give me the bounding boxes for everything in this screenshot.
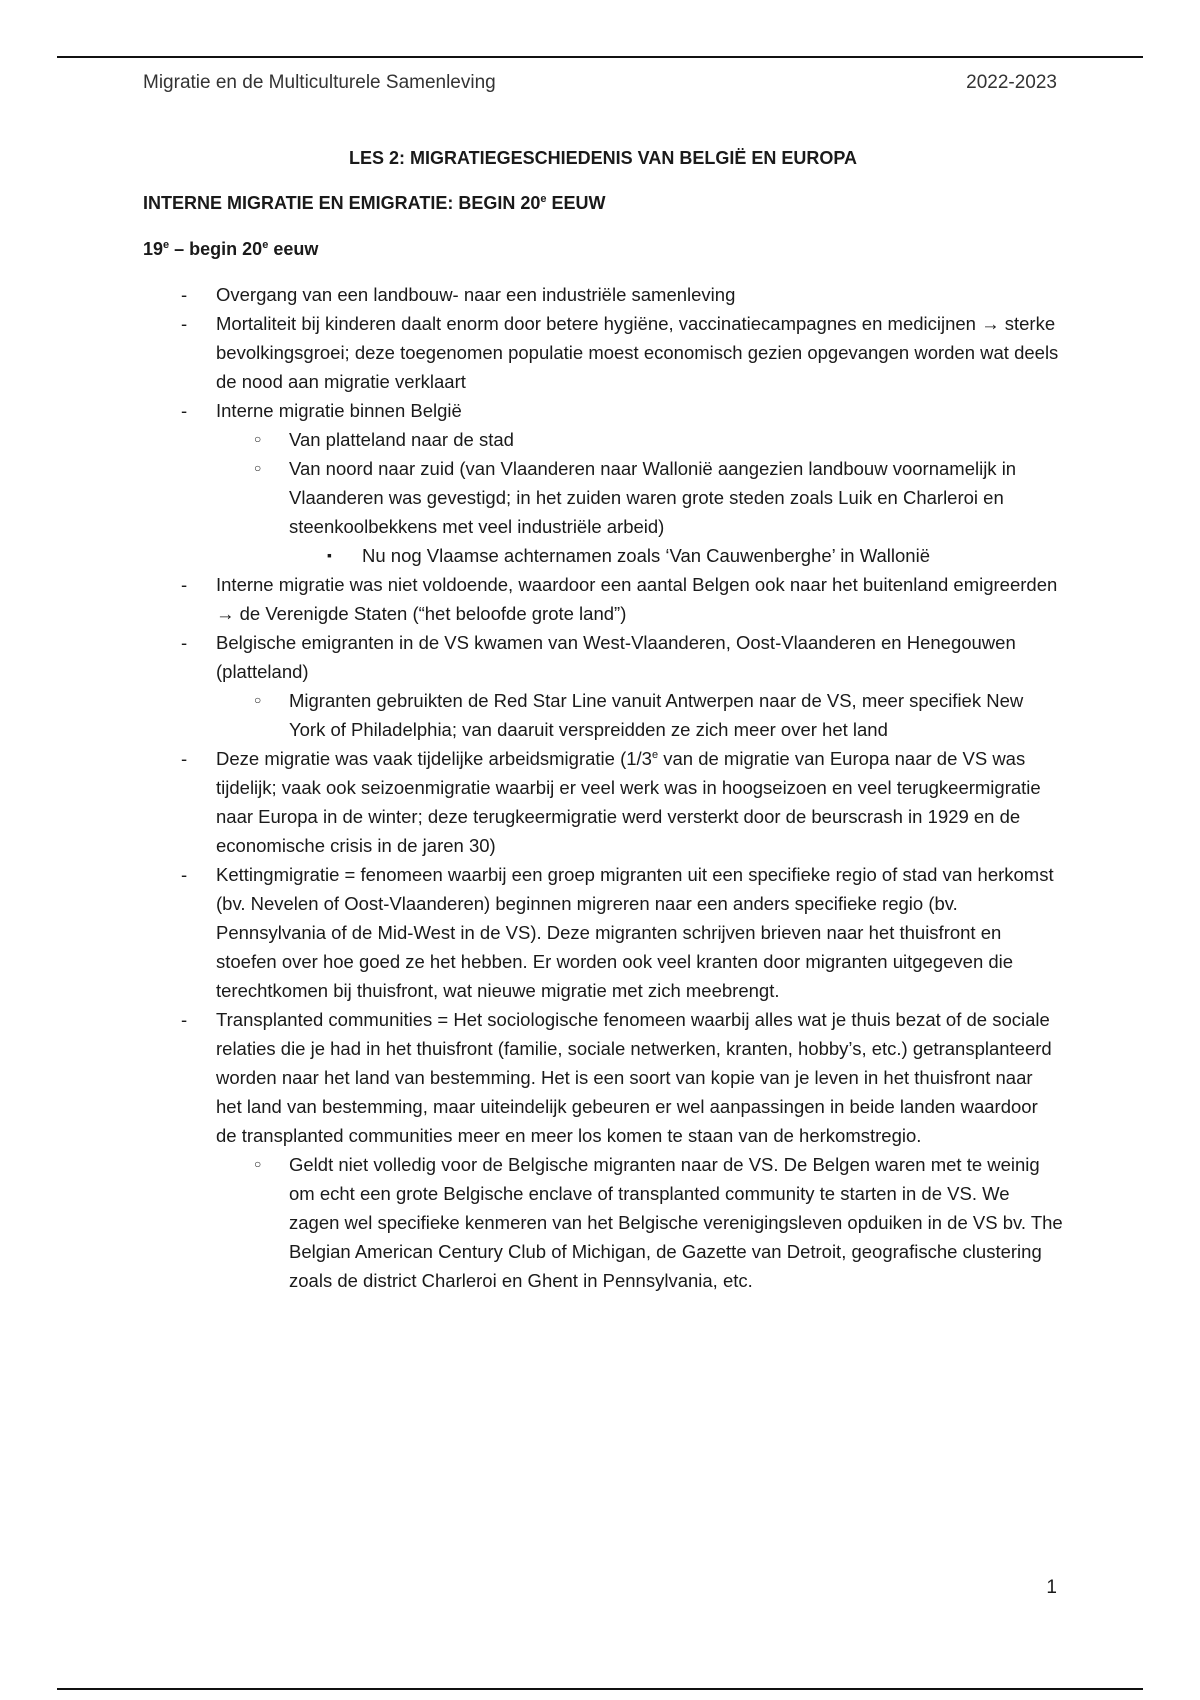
course-title: Migratie en de Multiculturele Samenleving (143, 72, 496, 93)
bullet-list (143, 280, 1063, 1295)
subsection-heading: 19e – begin 20e eeuw (143, 239, 319, 259)
sub-list-item: ○ Geldt niet volledig voor de Belgische migranten naar de VS. De Belgen waren met te weinig om echt een grote Belgische enclave of transplanted community te starten in de VS. We zagen wel specifieke kenmeren van het Belgische verenigingsleven opduiken in de VS bv. The Belgian American Century Club of Michigan, de Gazette van Detroit, geografische clustering zoals de district Charleroi en Ghent in Pennsylvania, etc. (216, 1150, 1063, 1295)
sub-sub-list (289, 541, 1063, 570)
list-item: - Belgische emigranten in de VS kwamen van West-Vlaanderen, Oost-Vlaanderen en Henegouwen (platteland) ○ Migranten gebruikten de Red Star Line vanuit Antwerpen naar de VS, meer specifiek New York of Philadelphia; van daaruit verspreidden ze zich meer over het land (143, 628, 1063, 744)
list-item: - Overgang van een landbouw- naar een industriële samenleving (143, 280, 1063, 309)
list-item: - Interne migratie was niet voldoende, waardoor een aantal Belgen ook naar het buitenland emigreerden → de Verenigde Staten (“het beloofde grote land”) (143, 570, 1063, 628)
list-item: - Interne migratie binnen België ○ Van platteland naar de stad ○ Van noord naar zuid (van Vlaanderen naar Wallonië aangezien landbouw voornamelijk in Vlaanderen was gevestigd; in het zuiden waren grote steden zoals Luik en Charleroi en steenkoolbekkens met veel industriële arbeid) ▪ Nu nog Vlaamse achternamen zoals ‘Van Cauwenberghe’ in Wallonië (143, 396, 1063, 570)
sub-list-item: ○ Van platteland naar de stad (216, 425, 1063, 454)
footer-rule (57, 1688, 1143, 1690)
sub-list (216, 686, 1063, 744)
sub-list-item: ○ Van noord naar zuid (van Vlaanderen naar Wallonië aangezien landbouw voornamelijk in Vlaanderen was gevestigd; in het zuiden waren grote steden zoals Luik en Charleroi en steenkoolbekkens met veel industriële arbeid) ▪ Nu nog Vlaamse achternamen zoals ‘Van Cauwenberghe’ in Wallonië (216, 454, 1063, 570)
sub-list-item: ○ Migranten gebruikten de Red Star Line vanuit Antwerpen naar de VS, meer specifiek New York of Philadelphia; van daaruit verspreidden ze zich meer over het land (216, 686, 1063, 744)
document-body (143, 144, 1063, 1295)
sub-list (216, 1150, 1063, 1295)
list-item: - Kettingmigratie = fenomeen waarbij een groep migranten uit een specifieke regio of stad van herkomst (bv. Nevelen of Oost-Vlaanderen) beginnen migreren naar een anders specifieke regio (bv. Pennsylvania of de Mid-West in de VS). Deze migranten schrijven brieven naar het thuisfront en stoefen over hoe goed ze het hebben. Er worden ook veel kranten door migranten uitgegeven die terechtkomen bij thuisfront, wat nieuwe migratie met zich meebrengt. (143, 860, 1063, 1005)
lesson-title: LES 2: MIGRATIEGESCHIEDENIS VAN BELGIË EN EUROPA (348, 148, 858, 168)
page-number: 1 (1046, 1577, 1057, 1598)
academic-year: 2022-2023 (966, 72, 1057, 93)
list-item: - Deze migratie was vaak tijdelijke arbeidsmigratie (1/3e van de migratie van Europa naar de VS was tijdelijk; vaak ook seizoenmigratie waarbij er veel werk was in hoogseizoen en veel terugkeermigratie naar Europa in de winter; deze terugkeermigratie werd versterkt door de beurscrash in 1929 en de economische crisis in de jaren 30) (143, 744, 1063, 860)
list-item: - Transplanted communities = Het sociologische fenomeen waarbij alles wat je thuis bezat of de sociale relaties die je had in het thuisfront (familie, sociale netwerken, kranten, hobby’s, etc.) getransplanteerd worden naar het land van bestemming. Het is een soort van kopie van je leven in het thuisfront naar het land van bestemming, maar uiteindelijk gebeuren er wel aanpassingen in beide landen waardoor de transplanted communities meer en meer los komen te staan van de herkomstregio. ○ Geldt niet volledig voor de Belgische migranten naar de VS. De Belgen waren met te weinig om echt een grote Belgische enclave of transplanted community te starten in de VS. We zagen wel specifieke kenmeren van het Belgische verenigingsleven opduiken in de VS bv. The Belgian American Century Club of Michigan, de Gazette van Detroit, geografische clustering zoals de district Charleroi en Ghent in Pennsylvania, etc. (143, 1005, 1063, 1295)
list-item: - Mortaliteit bij kinderen daalt enorm door betere hygiëne, vaccinatiecampagnes en medicijnen → sterke bevolkingsgroei; deze toegenomen populatie moest economisch gezien opgevangen worden wat deels de nood aan migratie verklaart (143, 309, 1063, 396)
header-rule (57, 56, 1143, 58)
sub-list (216, 425, 1063, 570)
section-heading: INTERNE MIGRATIE EN EMIGRATIE: BEGIN 20e EEUW (143, 193, 606, 213)
sub-sub-list-item: ▪ Nu nog Vlaamse achternamen zoals ‘Van Cauwenberghe’ in Wallonië (289, 541, 1063, 570)
